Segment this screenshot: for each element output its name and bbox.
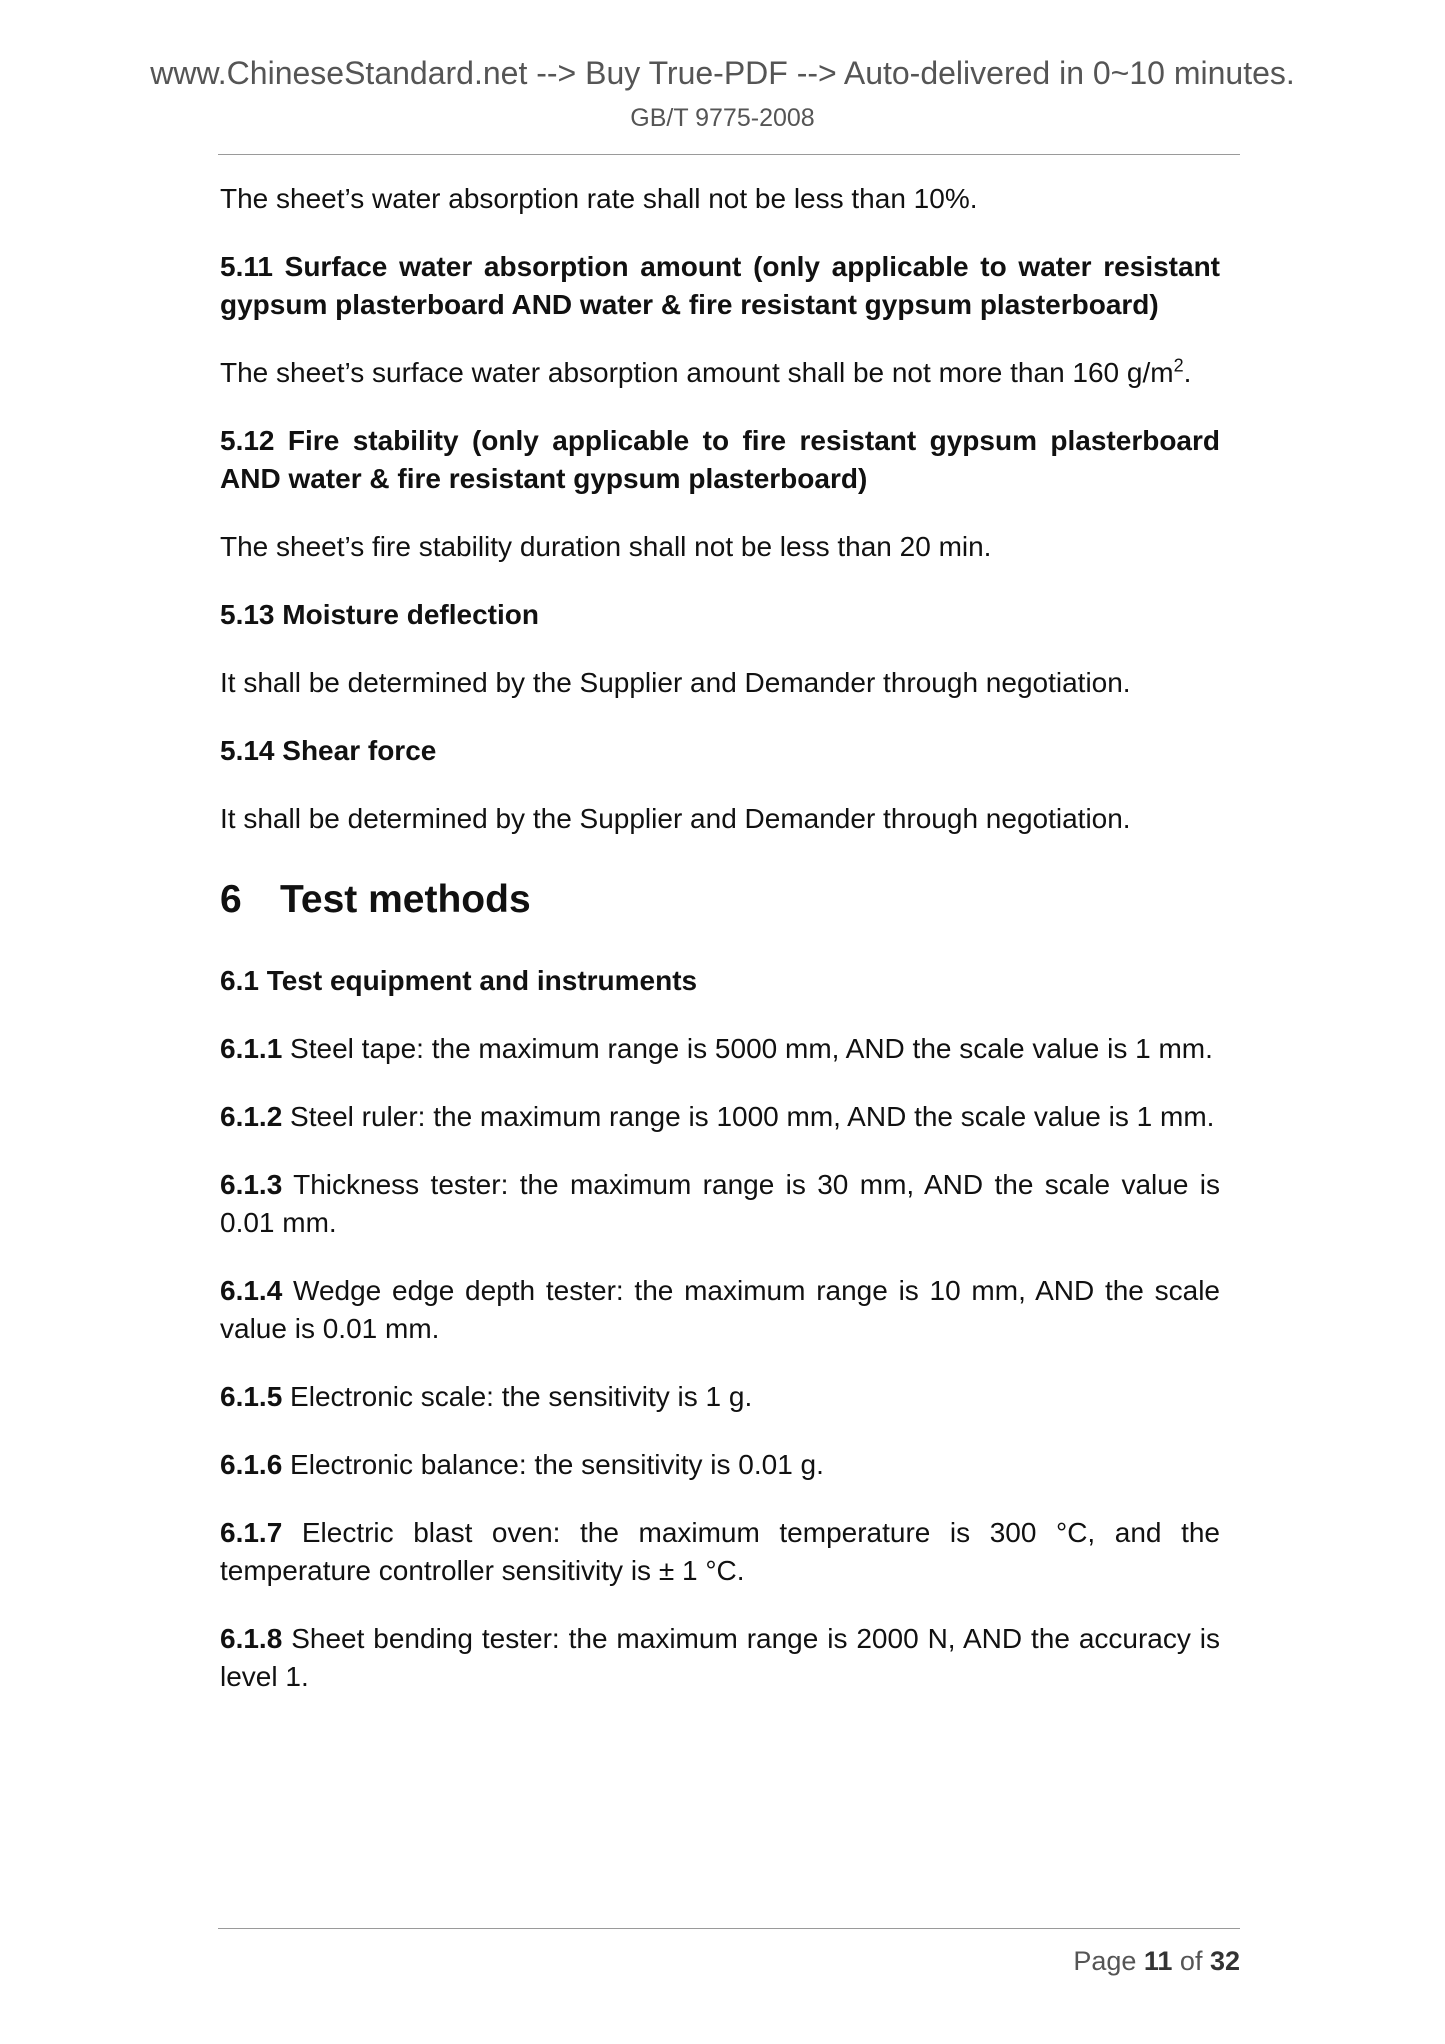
item-text: Steel ruler: the maximum range is 1000 mm, AND the scale value is 1 mm. bbox=[282, 1101, 1215, 1132]
paragraph-5-11-text: The sheet’s surface water absorption amount shall be not more than 160 g/m bbox=[220, 357, 1174, 388]
list-item bbox=[220, 1446, 1220, 1484]
document-body bbox=[220, 180, 1220, 1696]
item-number: 6.1.4 bbox=[220, 1275, 283, 1306]
list-item bbox=[220, 1514, 1220, 1590]
list-item bbox=[220, 1378, 1220, 1416]
list-item bbox=[220, 1272, 1220, 1348]
page-number bbox=[1073, 1946, 1240, 1977]
item-text: Electric blast oven: the maximum temperature is 300 °C, and the temperature controller sensitivity is ± 1 °C. bbox=[220, 1517, 1220, 1586]
item-text: Electronic balance: the sensitivity is 0.01 g. bbox=[282, 1449, 824, 1480]
page-total: 32 bbox=[1209, 1946, 1240, 1976]
paragraph-water-absorption: The sheet’s water absorption rate shall not be less than 10%. bbox=[220, 183, 978, 214]
chapter-number: 6 bbox=[220, 878, 242, 921]
item-text: Sheet bending tester: the maximum range is 2000 N, AND the accuracy is level 1. bbox=[220, 1623, 1220, 1692]
of-word: of bbox=[1172, 1946, 1210, 1976]
item-number: 6.1.6 bbox=[220, 1449, 283, 1480]
list-item bbox=[220, 1030, 1220, 1068]
list-item bbox=[220, 1620, 1220, 1696]
chapter-heading bbox=[220, 876, 1220, 924]
standard-code: GB/T 9775-2008 bbox=[630, 104, 815, 132]
list-item bbox=[220, 1166, 1220, 1242]
item-text: Thickness tester: the maximum range is 30 mm, AND the scale value is 0.01 mm. bbox=[220, 1169, 1220, 1238]
section-heading-5-12: 5.12 Fire stability (only applicable to fire resistant gypsum plasterboard AND water & fire resistant gypsum plasterboard) bbox=[220, 425, 1220, 494]
header-divider bbox=[218, 154, 1240, 155]
paragraph-5-14: It shall be determined by the Supplier and Demander through negotiation. bbox=[220, 803, 1131, 834]
item-number: 6.1.7 bbox=[220, 1517, 283, 1548]
chapter-title: Test methods bbox=[280, 878, 531, 921]
list-item bbox=[220, 1098, 1220, 1136]
item-number: 6.1.2 bbox=[220, 1101, 283, 1132]
item-number: 6.1.3 bbox=[220, 1169, 283, 1200]
superscript-exponent: 2 bbox=[1173, 355, 1184, 376]
item-number: 6.1.5 bbox=[220, 1381, 283, 1412]
item-text: Wedge edge depth tester: the maximum range is 10 mm, AND the scale value is 0.01 mm. bbox=[220, 1275, 1220, 1344]
item-text: Electronic scale: the sensitivity is 1 g. bbox=[282, 1381, 753, 1412]
section-heading-5-11: 5.11 Surface water absorption amount (only applicable to water resistant gypsum plasterboard AND water & fire resistant gypsum plasterboard) bbox=[220, 251, 1220, 320]
site-banner: www.ChineseStandard.net --> Buy True-PDF --> Auto-delivered in 0~10 minutes. bbox=[150, 55, 1295, 91]
paragraph-5-12: The sheet’s fire stability duration shall not be less than 20 min. bbox=[220, 531, 992, 562]
paragraph-5-13: It shall be determined by the Supplier and Demander through negotiation. bbox=[220, 667, 1131, 698]
page-current: 11 bbox=[1143, 1946, 1173, 1976]
section-heading-6-1: 6.1 Test equipment and instruments bbox=[220, 965, 698, 996]
item-number: 6.1.1 bbox=[220, 1033, 283, 1064]
paragraph-5-11 bbox=[220, 354, 1220, 392]
section-heading-5-13: 5.13 Moisture deflection bbox=[220, 599, 539, 630]
section-heading-5-14: 5.14 Shear force bbox=[220, 735, 437, 766]
paragraph-5-11-end: . bbox=[1183, 357, 1192, 388]
footer-divider bbox=[218, 1928, 1240, 1929]
item-number: 6.1.8 bbox=[220, 1623, 283, 1654]
page-word: Page bbox=[1073, 1946, 1144, 1976]
item-text: Steel tape: the maximum range is 5000 mm, AND the scale value is 1 mm. bbox=[282, 1033, 1213, 1064]
